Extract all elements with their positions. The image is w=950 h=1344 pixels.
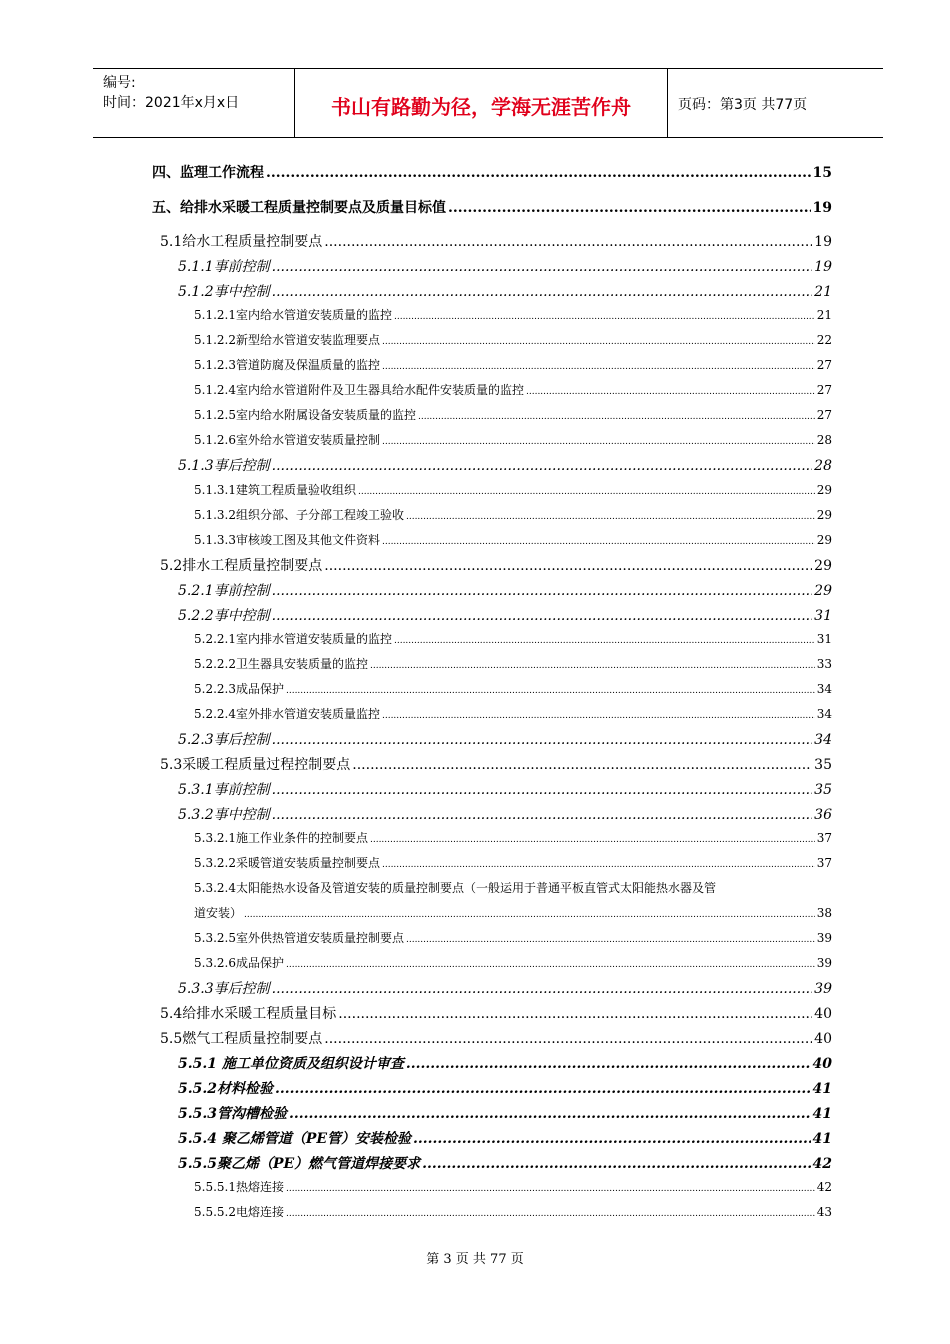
toc-entry-page: 27 <box>816 358 832 372</box>
toc-entry-title: 5.1.2.4室内给水管道附件及卫生器具给水配件安装质量的监控 <box>194 383 524 397</box>
toc-entry[interactable] <box>194 381 832 398</box>
document-number-label: 编号: <box>103 75 136 91</box>
toc-leader-dots <box>526 387 815 397</box>
toc-entry-title: 5.3.2.2采暖管道安装质量控制要点 <box>194 856 380 870</box>
toc-leader-dots <box>272 807 813 823</box>
toc-entry-title: 5.3.2.5室外供热管道安装质量控制要点 <box>194 931 404 945</box>
toc-entry[interactable] <box>178 281 832 301</box>
toc-entry[interactable] <box>194 630 832 647</box>
toc-entry-title: 5.2.2.3成品保护 <box>194 682 284 696</box>
toc-entry-page: 27 <box>816 408 832 422</box>
toc-entry-title: 5.5.5聚乙烯（PE）燃气管道焊接要求 <box>178 1156 421 1172</box>
header-page-info: 页码：第3页 共77页 <box>678 97 808 113</box>
toc-entry[interactable] <box>194 904 832 921</box>
header-page-cell <box>668 69 883 137</box>
toc-entry[interactable] <box>178 256 832 276</box>
toc-entry[interactable] <box>194 829 832 846</box>
toc-entry-title: 5.1.2.2新型给水管道安装监理要点 <box>194 333 380 347</box>
toc-leader-dots <box>286 1184 815 1194</box>
toc-entry-page: 29 <box>816 483 832 497</box>
toc-leader-dots <box>394 636 815 646</box>
toc-entry-page: 34 <box>814 732 832 748</box>
toc-entry[interactable] <box>194 431 832 448</box>
toc-leader-dots <box>272 782 813 798</box>
toc-leader-dots <box>272 284 813 300</box>
toc-entry-title: 5.1给水工程质量控制要点 <box>160 234 323 250</box>
toc-entry[interactable] <box>194 929 832 946</box>
toc-entry-page: 38 <box>816 906 832 920</box>
toc-entry[interactable] <box>194 406 832 423</box>
toc-entry[interactable] <box>194 481 832 498</box>
toc-leader-dots <box>413 1131 810 1147</box>
toc-entry[interactable] <box>194 655 832 672</box>
toc-leader-dots <box>272 981 813 997</box>
toc-entry[interactable] <box>178 580 832 600</box>
toc-entry[interactable] <box>178 605 832 625</box>
toc-entry-title-continued: 道安装） <box>194 906 243 920</box>
toc-entry[interactable] <box>160 231 832 251</box>
toc-entry-page: 19 <box>814 259 832 275</box>
toc-entry-page: 29 <box>816 533 832 547</box>
toc-entry[interactable] <box>194 356 832 373</box>
toc-entry[interactable] <box>152 162 832 182</box>
toc-entry[interactable] <box>194 506 832 523</box>
toc-leader-dots <box>394 312 815 322</box>
toc-leader-dots <box>418 412 815 422</box>
toc-leader-dots <box>244 910 815 920</box>
toc-leader-dots <box>272 608 813 624</box>
toc-entry[interactable] <box>178 455 832 475</box>
toc-entry-title: 5.5燃气工程质量控制要点 <box>160 1031 323 1047</box>
toc-entry-title: 5.2.2.2卫生器具安装质量的监控 <box>194 657 368 671</box>
toc-entry-page: 31 <box>814 608 832 624</box>
header-motto-cell <box>295 69 668 137</box>
toc-entry-page: 21 <box>814 284 832 300</box>
toc-entry-title: 5.1.2事中控制 <box>178 284 270 300</box>
toc-entry-title: 5.2.1事前控制 <box>178 583 270 599</box>
toc-entry-page: 21 <box>816 308 832 322</box>
toc-leader-dots <box>406 1056 811 1072</box>
toc-entry-title: 5.3.2.1施工作业条件的控制要点 <box>194 831 368 845</box>
toc-entry-page: 39 <box>816 956 832 970</box>
toc-leader-dots <box>370 661 815 671</box>
toc-leader-dots <box>448 200 811 216</box>
toc-entry[interactable] <box>160 1003 832 1023</box>
toc-leader-dots <box>286 686 815 696</box>
toc-entry-page: 28 <box>814 458 832 474</box>
toc-entry[interactable] <box>194 1178 832 1195</box>
toc-entry-title: 5.5.5.1热熔连接 <box>194 1180 284 1194</box>
toc-entry[interactable] <box>194 954 832 971</box>
toc-entry[interactable] <box>194 1203 832 1220</box>
toc-entry-title-wrapped[interactable]: 5.3.2.4太阳能热水设备及管道安装的质量控制要点（一般运用于普通平板直管式太阳能热水器及管 <box>194 881 716 895</box>
toc-entry-page: 37 <box>816 831 832 845</box>
toc-leader-dots <box>406 512 815 522</box>
page-footer: 第 3 页 共 77 页 <box>426 1252 524 1267</box>
toc-entry-title: 5.3.1事前控制 <box>178 782 270 798</box>
toc-entry-page: 22 <box>816 333 832 347</box>
toc-entry-page: 34 <box>816 707 832 721</box>
toc-entry-title: 5.1.2.1室内给水管道安装质量的监控 <box>194 308 392 322</box>
toc-entry-page: 40 <box>814 1006 832 1022</box>
header-info-cell <box>93 69 295 137</box>
toc-leader-dots <box>272 259 813 275</box>
toc-entry[interactable] <box>194 531 832 548</box>
toc-entry-title: 5.1.3.2组织分部、子分部工程竣工验收 <box>194 508 404 522</box>
toc-entry[interactable] <box>178 1053 832 1073</box>
toc-entry-page: 41 <box>812 1081 832 1097</box>
toc-entry[interactable] <box>178 1128 832 1148</box>
toc-leader-dots <box>382 362 815 372</box>
toc-leader-dots <box>324 234 812 250</box>
toc-leader-dots <box>358 487 815 497</box>
toc-entry-title: 5.5.2材料检验 <box>178 1081 273 1097</box>
toc-entry-title: 5.1.3.1建筑工程质量验收组织 <box>194 483 356 497</box>
toc-entry-page: 35 <box>814 757 832 773</box>
toc-entry[interactable] <box>178 1078 832 1098</box>
toc-entry-page: 33 <box>816 657 832 671</box>
toc-entry-page: 37 <box>816 856 832 870</box>
toc-entry-title: 5.3.2事中控制 <box>178 807 270 823</box>
toc-entry-page: 28 <box>816 433 832 447</box>
toc-entry-title: 5.4给排水采暖工程质量目标 <box>160 1006 337 1022</box>
toc-leader-dots <box>382 537 815 547</box>
toc-entry-page: 39 <box>816 931 832 945</box>
toc-entry-page: 41 <box>812 1106 832 1122</box>
page-header <box>93 68 883 138</box>
toc-entry-title: 5.2.2.1室内排水管道安装质量的监控 <box>194 632 392 646</box>
toc-entry[interactable] <box>194 854 832 871</box>
toc-entry-page: 29 <box>816 508 832 522</box>
toc-entry[interactable] <box>178 804 832 824</box>
toc-leader-dots <box>382 437 815 447</box>
toc-entry[interactable] <box>194 680 832 697</box>
toc-entry-title: 5.1.3事后控制 <box>178 458 270 474</box>
toc-entry[interactable] <box>178 1153 832 1173</box>
toc-entry-title: 5.2排水工程质量控制要点 <box>160 558 323 574</box>
toc-entry-title: 5.3采暖工程质量过程控制要点 <box>160 757 351 773</box>
toc-leader-dots <box>324 1031 812 1047</box>
toc-entry-page: 43 <box>816 1205 832 1219</box>
toc-entry-title: 5.3.2.6成品保护 <box>194 956 284 970</box>
toc-entry-title: 5.2.3事后控制 <box>178 732 270 748</box>
toc-entry-title: 5.2.2.4室外排水管道安装质量监控 <box>194 707 380 721</box>
toc-entry-title: 5.5.1 施工单位资质及组织设计审查 <box>178 1056 404 1072</box>
toc-leader-dots <box>382 860 815 870</box>
toc-entry-title: 五、给排水采暖工程质量控制要点及质量目标值 <box>152 200 446 216</box>
toc-entry[interactable] <box>160 754 832 774</box>
toc-entry-title: 5.1.3.3审核竣工图及其他文件资料 <box>194 533 380 547</box>
toc-entry-title: 5.1.1事前控制 <box>178 259 270 275</box>
toc-entry-page: 29 <box>814 583 832 599</box>
toc-leader-dots <box>272 583 813 599</box>
toc-leader-dots <box>286 1209 815 1219</box>
toc-entry[interactable] <box>152 197 832 217</box>
toc-entry[interactable] <box>194 705 832 722</box>
toc-leader-dots <box>286 960 815 970</box>
toc-entry-page: 40 <box>814 1031 832 1047</box>
toc-leader-dots <box>370 835 815 845</box>
toc-entry-page: 19 <box>814 234 832 250</box>
toc-entry-page: 36 <box>814 807 832 823</box>
toc-entry[interactable] <box>194 306 832 323</box>
toc-entry-page: 34 <box>816 682 832 696</box>
toc-entry-title: 5.5.3管沟槽检验 <box>178 1106 287 1122</box>
toc-entry-page: 40 <box>812 1056 832 1072</box>
toc-entry-title: 5.5.5.2电熔连接 <box>194 1205 284 1219</box>
toc-entry-title: 5.5.4 聚乙烯管道（PE管）安装检验 <box>178 1131 412 1147</box>
toc-entry-page: 42 <box>812 1156 832 1172</box>
toc-leader-dots <box>289 1106 811 1122</box>
toc-entry[interactable] <box>178 1103 832 1123</box>
toc-leader-dots <box>272 458 813 474</box>
toc-leader-dots <box>275 1081 811 1097</box>
toc-leader-dots <box>422 1156 810 1172</box>
toc-entry[interactable] <box>178 729 832 749</box>
toc-entry-page: 15 <box>812 165 832 181</box>
toc-entry-title: 四、监理工作流程 <box>152 165 264 181</box>
toc-leader-dots <box>324 558 812 574</box>
toc-entry-title: 5.1.2.3管道防腐及保温质量的监控 <box>194 358 380 372</box>
toc-entry-title: 5.1.2.6室外给水管道安装质量控制 <box>194 433 380 447</box>
toc-entry-page: 29 <box>814 558 832 574</box>
toc-entry-page: 19 <box>812 200 832 216</box>
toc-entry[interactable] <box>194 331 832 348</box>
toc-entry[interactable] <box>160 1028 832 1048</box>
toc-entry-page: 41 <box>812 1131 832 1147</box>
document-time-label: 时间：2021年x月x日 <box>103 95 240 111</box>
toc-leader-dots <box>406 935 815 945</box>
toc-entry-title: 5.2.2事中控制 <box>178 608 270 624</box>
toc-entry-page: 35 <box>814 782 832 798</box>
toc-leader-dots <box>338 1006 812 1022</box>
toc-entry-title: 5.3.3事后控制 <box>178 981 270 997</box>
toc-entry[interactable] <box>178 978 832 998</box>
toc-entry-page: 27 <box>816 383 832 397</box>
toc-entry[interactable] <box>178 779 832 799</box>
toc-leader-dots <box>272 732 813 748</box>
toc-leader-dots <box>266 165 811 181</box>
header-motto: 书山有路勤为径，学海无涯苦作舟 <box>331 95 631 119</box>
toc-entry-title: 5.1.2.5室内给水附属设备安装质量的监控 <box>194 408 416 422</box>
toc-leader-dots <box>382 337 815 347</box>
toc-entry-page: 42 <box>816 1180 832 1194</box>
toc-entry[interactable] <box>160 555 832 575</box>
toc-leader-dots <box>382 711 815 721</box>
toc-entry-page: 39 <box>814 981 832 997</box>
toc-entry-page: 31 <box>816 632 832 646</box>
toc-leader-dots <box>352 757 812 773</box>
